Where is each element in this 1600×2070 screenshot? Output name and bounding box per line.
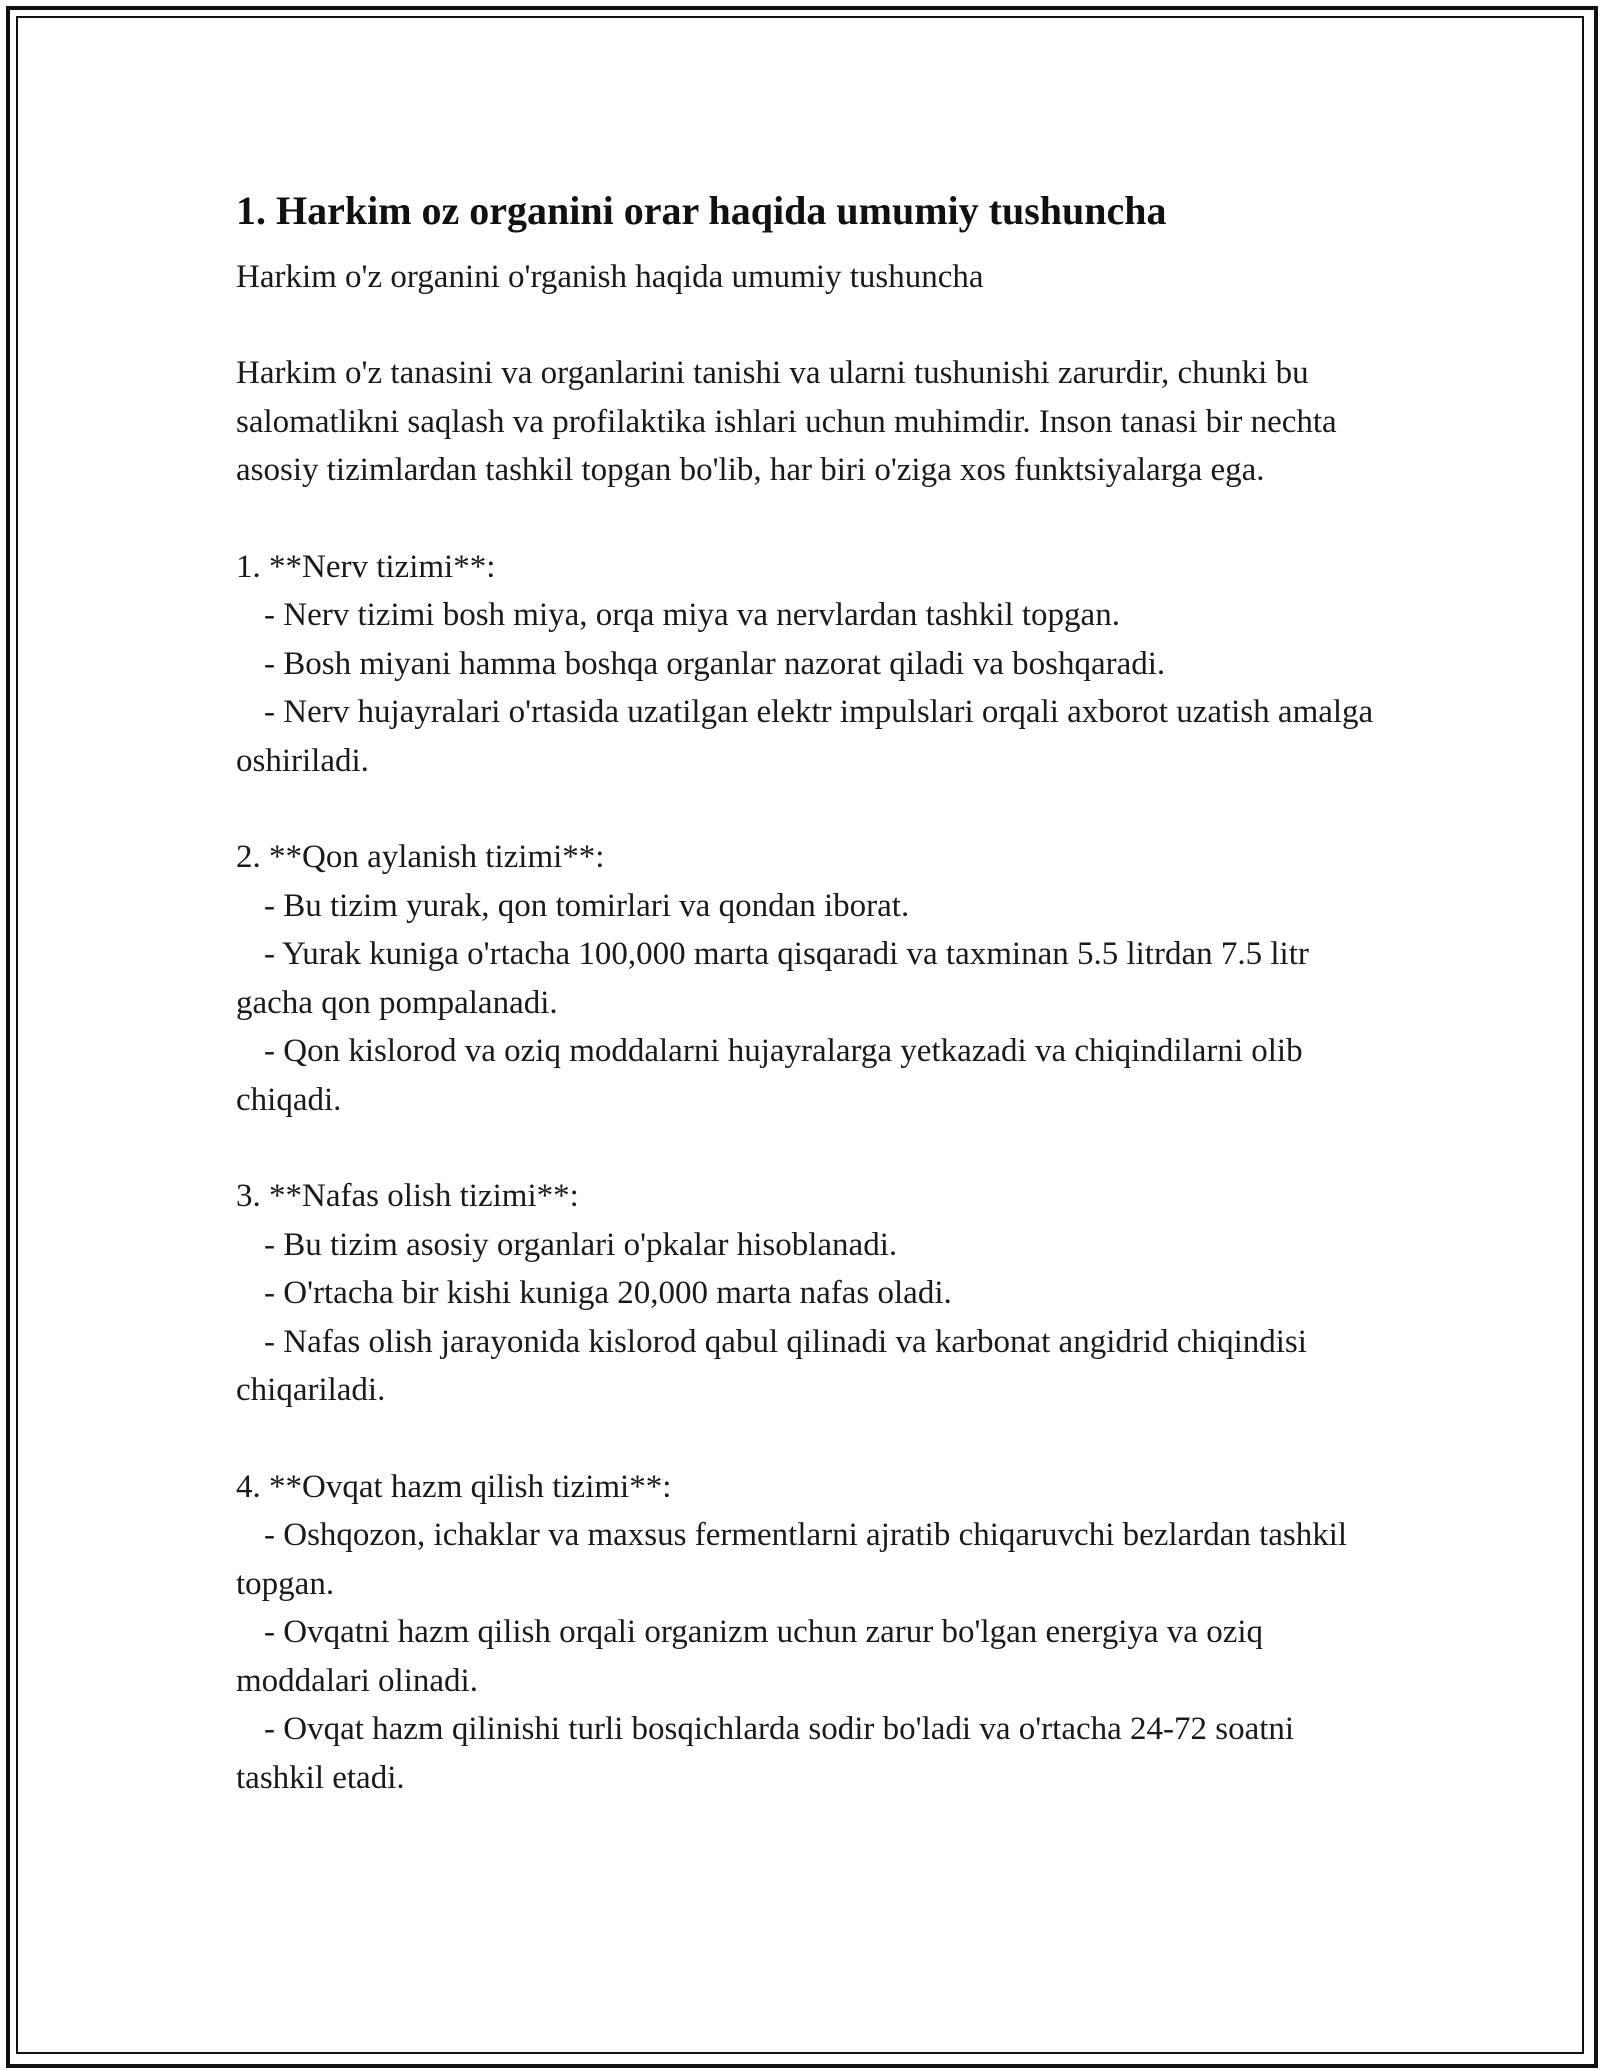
- section-bullet: - Yurak kuniga o'rtacha 100,000 marta qisqaradi va taxminan 5.5 litrdan 7.5 litr gacha qon pompalanadi.: [236, 936, 1318, 1021]
- section-bullet: - Qon kislorod va oziq moddalarni hujayralarga yetkazadi va chiqindilarni olib chiqadi.: [236, 1033, 1311, 1118]
- section-bullet: - Bu tizim yurak, qon tomirlari va qondan iborat.: [264, 887, 910, 924]
- section-heading: 4. **Ovqat hazm qilish tizimi**:: [236, 1468, 672, 1505]
- section-heading: 1. **Nerv tizimi**:: [236, 548, 496, 585]
- section-bullet: - Nerv tizimi bosh miya, orqa miya va nervlardan tashkil topgan.: [264, 597, 1120, 633]
- section-bullet: - Oshqozon, ichaklar va maxsus fermentlarni ajratib chiqaruvchi bezlardan tashkil topgan.: [236, 1517, 1356, 1602]
- section-heading: 2. **Qon aylanish tizimi**:: [236, 839, 605, 875]
- intro-paragraph: Harkim o'z tanasini va organlarini tanishi va ularni tushunishi zarurdir, chunki bu salomatlikni saqlash va profilaktika ishlari uchun muhimdir. Inson tanasi bir nechta asosiy tizimlardan tashkil topgan bo'lib, har biri o'ziga xos funktsiyalarga ega.: [236, 355, 1345, 488]
- section-ovqat-hazm-qilish-tizimi: [236, 1463, 1376, 1803]
- section-bullet: - Nerv hujayralari o'rtasida uzatilgan elektr impulslari orqali axborot uzatish amalga oshiriladi.: [236, 694, 1382, 779]
- section-heading: 3. **Nafas olish tizimi**:: [236, 1178, 579, 1214]
- section-bullet: - Ovqat hazm qilinishi turli bosqichlarda sodir bo'ladi va o'rtacha 24-72 soatni tashkil etadi.: [236, 1711, 1303, 1796]
- section-bullet: - Bu tizim asosiy organlari o'pkalar hisoblanadi.: [264, 1226, 898, 1263]
- document-subtitle: Harkim o'z organini o'rganish haqida umumiy tushuncha: [236, 259, 984, 295]
- section-bullet: - Bosh miyani hamma boshqa organlar nazorat qiladi va boshqaradi.: [264, 645, 1166, 682]
- document-body: [236, 185, 1382, 1850]
- section-bullet: - Ovqatni hazm qilish orqali organizm uchun zarur bo'lgan energiya va oziq moddalari olinadi.: [236, 1614, 1272, 1699]
- section-nerv-tizimi: [236, 543, 1382, 786]
- section-nafas-olish-tizimi: [236, 1172, 1376, 1415]
- section-qon-aylanish-tizimi: [236, 833, 1376, 1124]
- section-bullet: - O'rtacha bir kishi kuniga 20,000 marta nafas oladi.: [264, 1275, 952, 1311]
- section-bullet: - Nafas olish jarayonida kislorod qabul qilinadi va karbonat angidrid chiqindisi chiqariladi.: [236, 1323, 1316, 1408]
- document-title: 1. Harkim oz organini orar haqida umumiy tushuncha: [236, 188, 1167, 233]
